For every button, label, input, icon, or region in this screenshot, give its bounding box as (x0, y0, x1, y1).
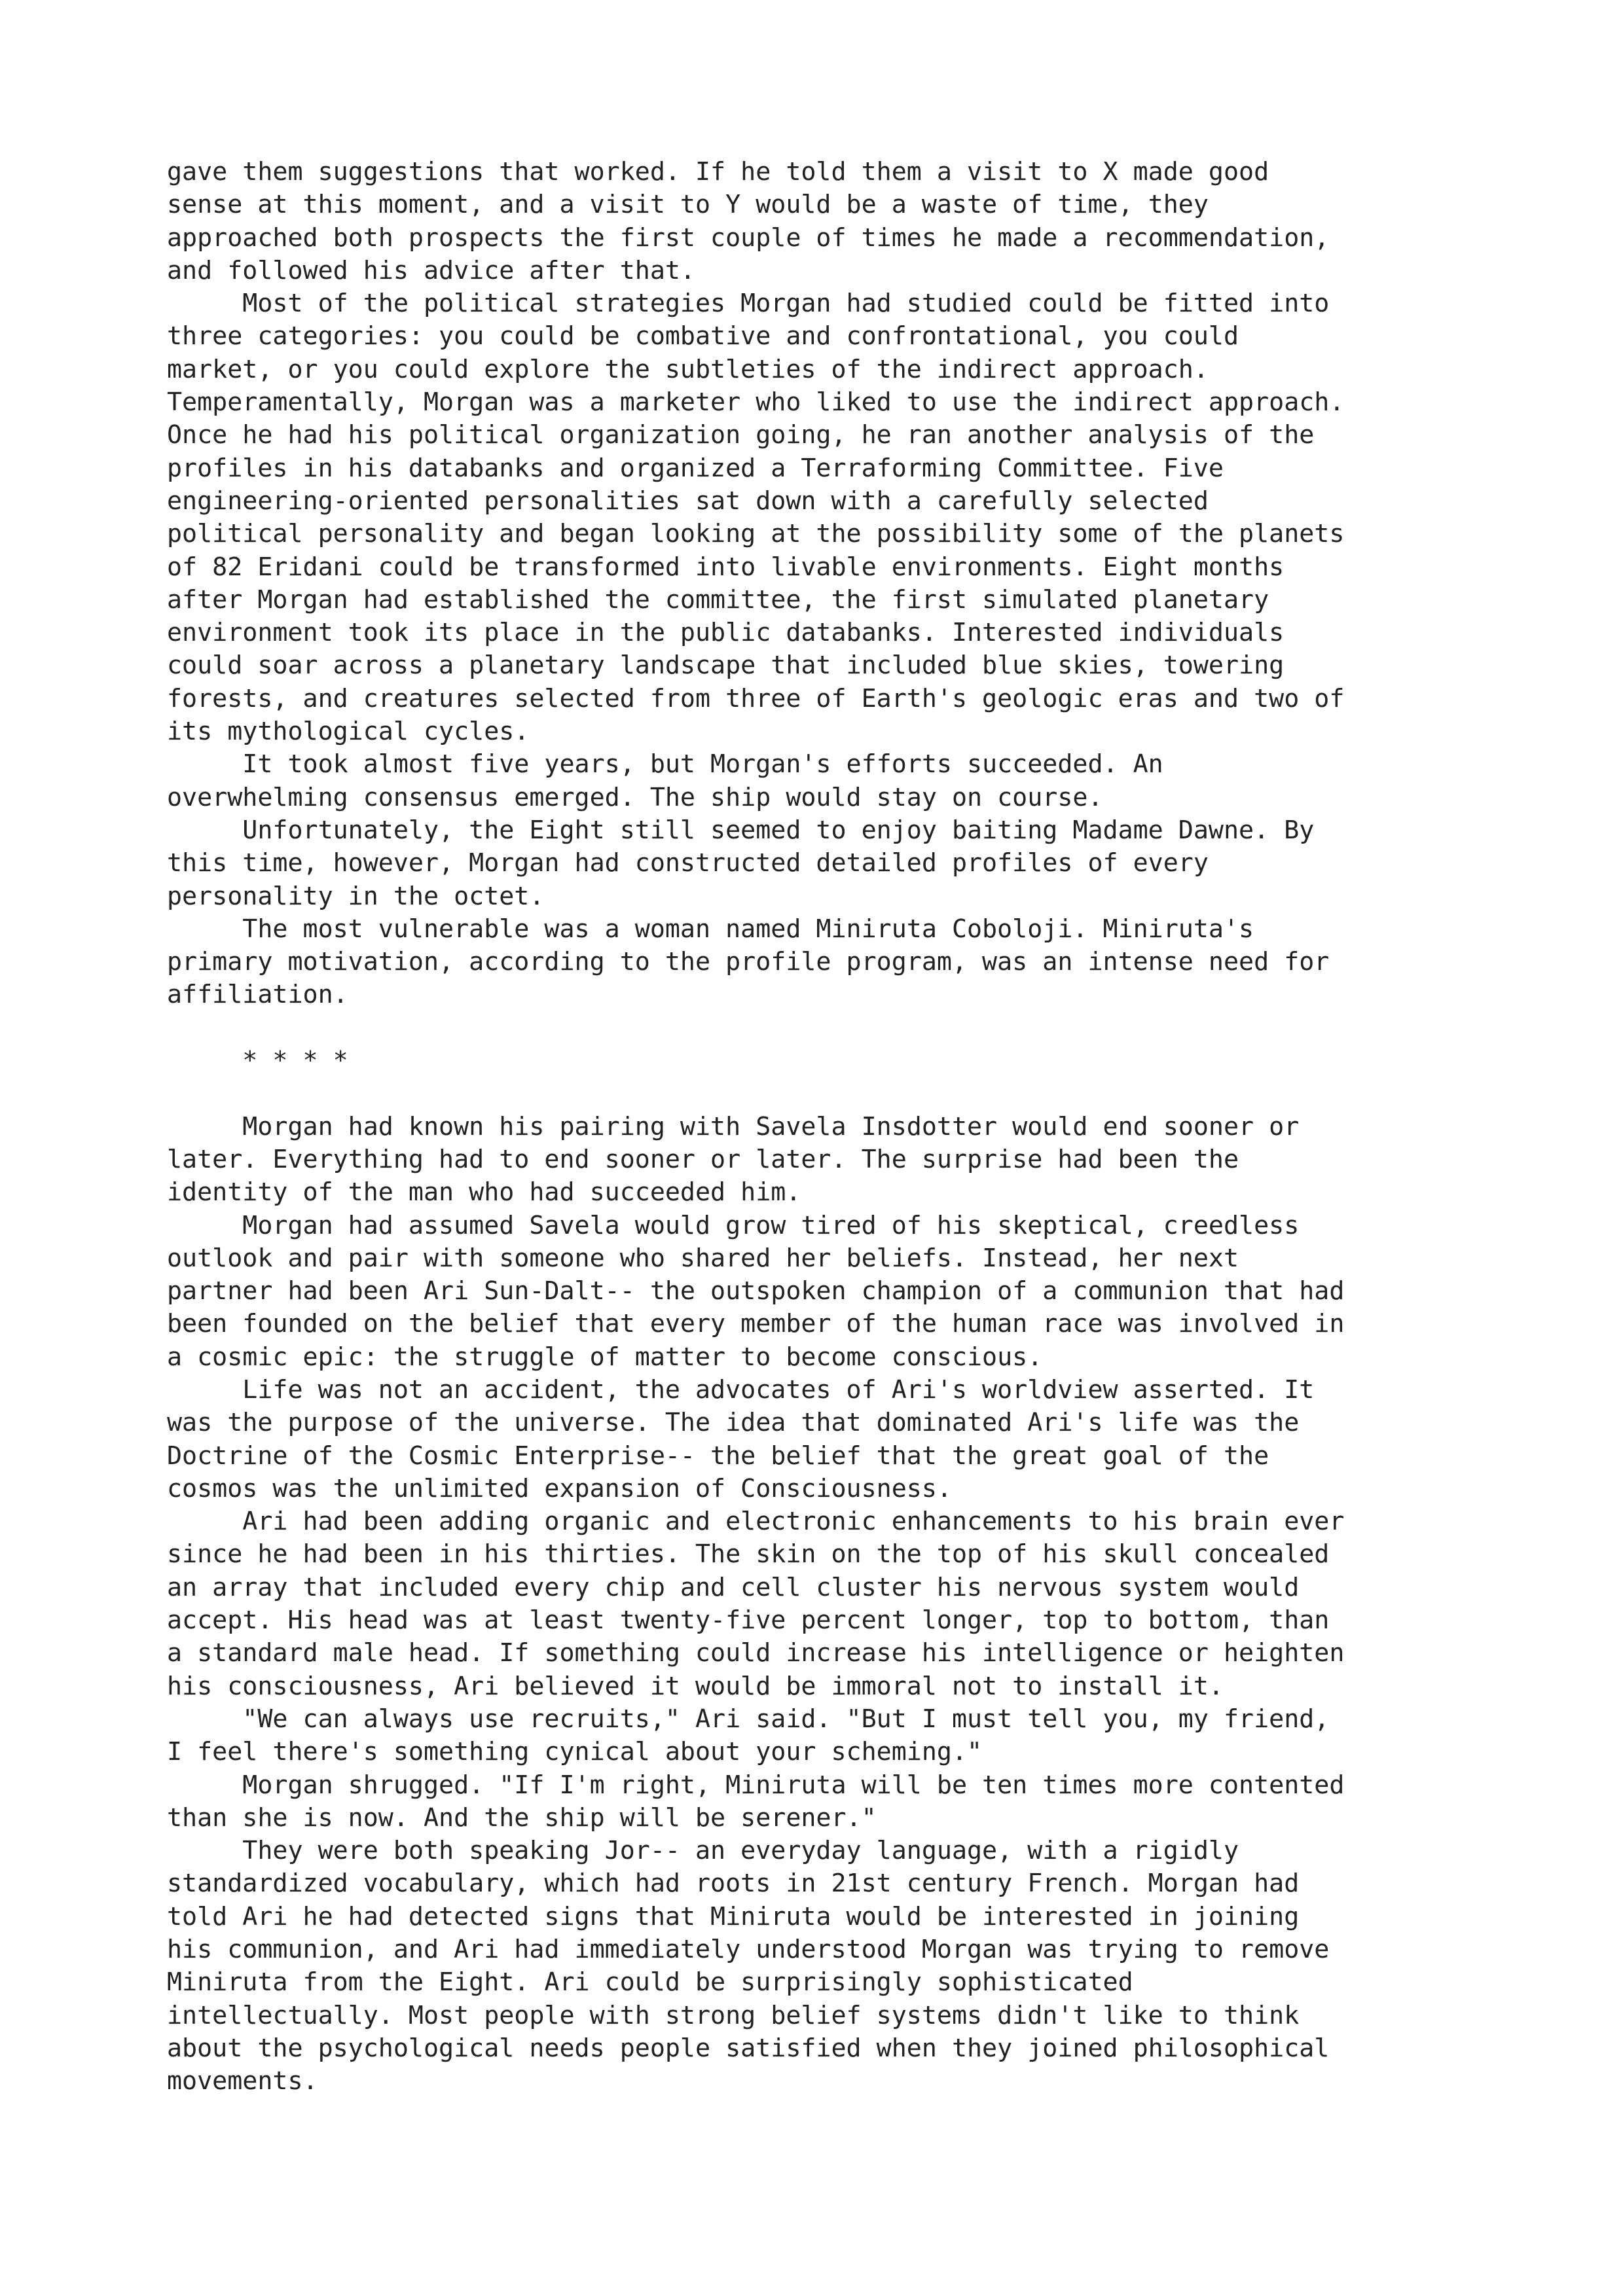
text-line: profiles in his databanks and organized a Terraforming Committee. Five (167, 453, 1224, 483)
text-line: Temperamentally, Morgan was a marketer who liked to use the indirect approach. (167, 387, 1345, 418)
document-page (167, 156, 1476, 2098)
text-line: a cosmic epic: the struggle of matter to become conscious. (167, 1342, 1043, 1372)
paragraph (167, 814, 1476, 913)
text-line: Doctrine of the Cosmic Enterprise-- the belief that the great goal of the (167, 1441, 1269, 1471)
scene-break-marker: * * * * (167, 1046, 348, 1076)
text-line: The most vulnerable was a woman named Miniruta Coboloji. Miniruta's (167, 914, 1254, 944)
text-line: engineering-oriented personalities sat down with a carefully selected (167, 486, 1209, 516)
text-line: its mythological cycles. (167, 717, 530, 747)
text-line: Miniruta from the Eight. Ari could be surprisingly sophisticated (167, 1967, 1133, 1998)
text-line: his consciousness, Ari believed it would be immoral not to install it. (167, 1671, 1224, 1701)
text-line: an array that included every chip and cell cluster his nervous system would (167, 1572, 1300, 1602)
text-line: market, or you could explore the subtleties of the indirect approach. (167, 354, 1209, 384)
text-line: movements. (167, 2066, 318, 2096)
text-line: and followed his advice after that. (167, 255, 695, 285)
text-line: forests, and creatures selected from three of Earth's geologic eras and two of (167, 683, 1345, 713)
text-line: Unfortunately, the Eight still seemed to enjoy baiting Madame Dawne. By (167, 815, 1315, 845)
text-line: his communion, and Ari had immediately understood Morgan was trying to remove (167, 1935, 1330, 1965)
paragraph (167, 1210, 1476, 1374)
text-line: this time, however, Morgan had constructed detailed profiles of every (167, 848, 1209, 878)
text-line: outlook and pair with someone who shared her beliefs. Instead, her next (167, 1243, 1239, 1273)
text-line: overwhelming consensus emerged. The ship would stay on course. (167, 782, 1103, 812)
text-line: told Ari he had detected signs that Miniruta would be interested in joining (167, 1901, 1300, 1931)
text-line: identity of the man who had succeeded him. (167, 1177, 801, 1208)
text-line: Ari had been adding organic and electronic enhancements to his brain ever (167, 1507, 1345, 1537)
text-line: Life was not an accident, the advocates of Ari's worldview asserted. It (167, 1374, 1315, 1405)
text-line: They were both speaking Jor-- an everyday language, with a rigidly (167, 1836, 1239, 1866)
text-line: three categories: you could be combative and confrontational, you could (167, 321, 1239, 351)
text-line: It took almost five years, but Morgan's efforts succeeded. An (167, 749, 1163, 780)
blank-line (167, 1077, 1476, 1110)
scene-break (167, 1045, 1476, 1077)
text-line: could soar across a planetary landscape that included blue skies, towering (167, 651, 1285, 681)
text-line: political personality and began looking at the possibility some of the planets (167, 519, 1345, 549)
text-line: cosmos was the unlimited expansion of Consciousness. (167, 1473, 952, 1503)
paragraph (167, 913, 1476, 1012)
paragraph (167, 287, 1476, 748)
text-line: about the psychological needs people satisfied when they joined philosophical (167, 2033, 1330, 2063)
text-line: partner had been Ari Sun-Dalt-- the outspoken champion of a communion that had (167, 1276, 1345, 1306)
text-line: accept. His head was at least twenty-five percent longer, top to bottom, than (167, 1605, 1330, 1636)
text-line: of 82 Eridani could be transformed into livable environments. Eight months (167, 552, 1285, 582)
text-line: later. Everything had to end sooner or later. The surprise had been the (167, 1144, 1239, 1174)
text-line: was the purpose of the universe. The idea that dominated Ari's life was the (167, 1408, 1300, 1438)
paragraph (167, 1835, 1476, 2098)
paragraph (167, 748, 1476, 814)
text-line: Most of the political strategies Morgan had studied could be fitted into (167, 289, 1330, 319)
text-line: sense at this moment, and a visit to Y would be a waste of time, they (167, 190, 1209, 220)
text-line: Morgan had known his pairing with Savela Insdotter would end sooner or (167, 1111, 1300, 1141)
text-line: environment took its place in the public databanks. Interested individuals (167, 618, 1285, 648)
text-line: Once he had his political organization going, he ran another analysis of the (167, 420, 1315, 450)
blank-line (167, 1012, 1476, 1045)
text-line: a standard male head. If something could increase his intelligence or heighten (167, 1638, 1345, 1668)
paragraph (167, 1505, 1476, 1703)
text-line: approached both prospects the first couple of times he made a recommendation, (167, 223, 1330, 253)
paragraph (167, 1374, 1476, 1505)
text-line: Morgan shrugged. "If I'm right, Miniruta will be ten times more contented (167, 1770, 1345, 1800)
text-line: than she is now. And the ship will be serener." (167, 1803, 877, 1833)
text-line: I feel there's something cynical about your scheming." (167, 1737, 983, 1767)
text-line: primary motivation, according to the profile program, was an intense need for (167, 947, 1330, 977)
text-line: intellectually. Most people with strong belief systems didn't like to think (167, 2000, 1300, 2030)
text-line: since he had been in his thirties. The skin on the top of his skull concealed (167, 1539, 1330, 1570)
text-line: after Morgan had established the committee, the first simulated planetary (167, 584, 1269, 615)
paragraph (167, 1703, 1476, 1769)
text-line: "We can always use recruits," Ari said. "But I must tell you, my friend, (167, 1704, 1330, 1734)
paragraph (167, 156, 1476, 287)
text-line: personality in the octet. (167, 881, 545, 911)
paragraph (167, 1111, 1476, 1210)
text-line: gave them suggestions that worked. If he told them a visit to X made good (167, 157, 1269, 187)
text-line: standardized vocabulary, which had roots in 21st century French. Morgan had (167, 1869, 1300, 1899)
text-line: been founded on the belief that every member of the human race was involved in (167, 1309, 1345, 1339)
text-line: Morgan had assumed Savela would grow tired of his skeptical, creedless (167, 1210, 1300, 1240)
text-line: affiliation. (167, 980, 348, 1010)
paragraph (167, 1769, 1476, 1835)
